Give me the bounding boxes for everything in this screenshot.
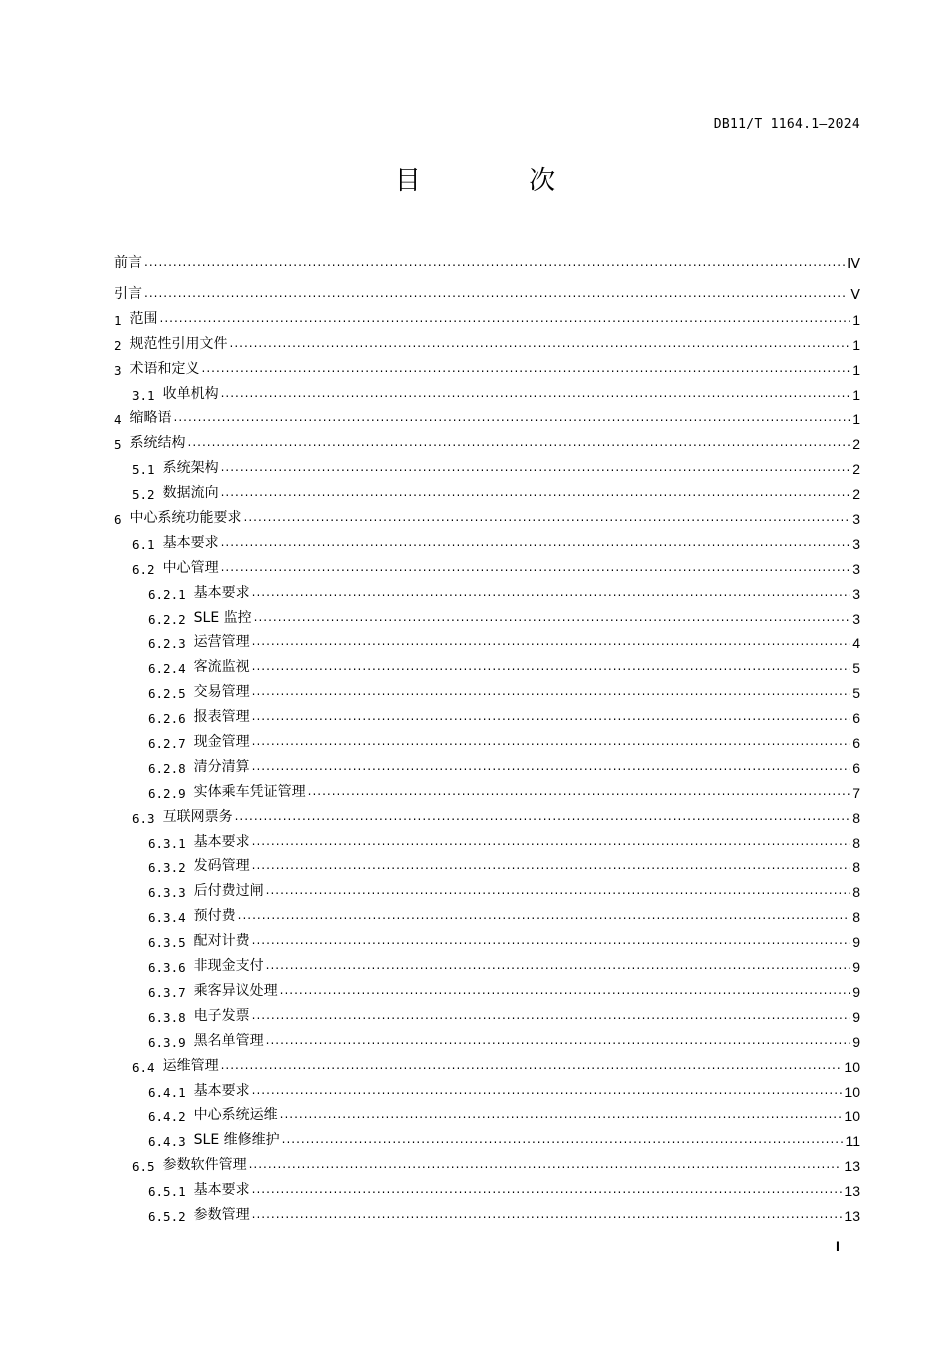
toc-entry-number: 6.3.8: [148, 1009, 186, 1025]
toc-entry-number: 6.2.4: [148, 661, 186, 677]
dot-leader: [230, 337, 850, 349]
toc-entry-label: 配对计费: [193, 933, 250, 950]
toc-entry-label: 后付费过闸: [193, 883, 264, 900]
toc-entry-number: 6.5.1: [148, 1184, 186, 1200]
toc-entry-label: 交易管理: [193, 684, 250, 701]
toc-entry-page: Ⅴ: [850, 286, 860, 302]
toc-entry-number: 1: [114, 312, 122, 328]
toc-entry-page: 9: [852, 959, 860, 976]
toc-entry-page: 6: [852, 735, 860, 752]
toc-entry-label: 收单机构: [162, 385, 219, 402]
toc-entry-label: SLE 维修维护: [193, 1132, 280, 1149]
toc-entry-number: 6.2.9: [148, 785, 186, 801]
toc-entry[interactable]: [114, 241, 860, 272]
toc-entry-number: 5: [114, 437, 122, 453]
toc-entry[interactable]: [114, 726, 860, 751]
dot-leader: [254, 611, 850, 623]
dot-leader: [144, 256, 845, 268]
toc-entry-label: 规范性引用文件: [129, 335, 228, 352]
toc-entry-label: 基本要求: [193, 833, 250, 850]
dot-leader: [249, 1158, 843, 1170]
toc-entry[interactable]: [114, 1149, 860, 1174]
toc-entry-page: 3: [852, 560, 860, 577]
toc-entry-number: 5.2: [132, 487, 155, 503]
dot-leader: [221, 536, 850, 548]
toc-entry[interactable]: [114, 1100, 860, 1125]
toc-entry-label: 参数管理: [193, 1206, 250, 1223]
toc-entry-number: 6.2: [132, 561, 155, 577]
dot-leader: [235, 810, 850, 822]
dot-leader: [282, 1133, 844, 1145]
toc-entry-page: 13: [844, 1183, 860, 1200]
toc-entry-label: 范围: [129, 310, 158, 327]
dot-leader: [174, 411, 850, 423]
toc-entry-page: 8: [852, 834, 860, 851]
toc-entry[interactable]: [114, 627, 860, 652]
toc-entry-page: 2: [852, 436, 860, 453]
toc-entry[interactable]: [114, 427, 860, 452]
toc-entry-label: 基本要求: [193, 584, 250, 601]
dot-leader: [144, 287, 848, 299]
toc-entry-number: 5.1: [132, 462, 155, 478]
toc-entry-number: 6.4: [132, 1059, 155, 1075]
toc-entry-label: 实体乘车凭证管理: [193, 783, 306, 800]
toc-entry-number: 6.3.6: [148, 960, 186, 976]
toc-entry-page: 3: [852, 535, 860, 552]
toc-entry[interactable]: [114, 353, 860, 378]
toc-entry-page: 6: [852, 759, 860, 776]
toc-entry-page: 10: [844, 1083, 860, 1100]
toc-entry-page: 9: [852, 983, 860, 1000]
toc-entry[interactable]: [114, 701, 860, 726]
document-code: DB11/T 1164.1—2024: [713, 117, 860, 132]
dot-leader: [160, 312, 850, 324]
toc-entry-label: 运营管理: [193, 634, 250, 651]
toc-entry[interactable]: [114, 975, 860, 1000]
toc-entry-page: 9: [852, 1008, 860, 1025]
toc-entry-page: Ⅳ: [847, 255, 860, 271]
dot-leader: [252, 635, 850, 647]
toc-entry[interactable]: [114, 477, 860, 502]
toc-entry[interactable]: [114, 826, 860, 851]
toc-entry-number: 6.2.1: [148, 586, 186, 602]
toc-entry-number: 6.2.5: [148, 686, 186, 702]
toc-entry[interactable]: [114, 552, 860, 577]
toc-entry[interactable]: [114, 950, 860, 975]
toc-entry-number: 6.2.3: [148, 636, 186, 652]
toc-entry-number: 6.2.8: [148, 760, 186, 776]
toc-entry-page: 13: [844, 1158, 860, 1175]
toc-entry[interactable]: [114, 527, 860, 552]
dot-leader: [280, 984, 850, 996]
toc-entry-number: 6.3.7: [148, 984, 186, 1000]
dot-leader: [252, 760, 850, 772]
toc-entry-number: 6.4.2: [148, 1109, 186, 1125]
toc-entry[interactable]: [114, 851, 860, 876]
toc-entry-page: 9: [852, 934, 860, 951]
toc-entry[interactable]: [114, 328, 860, 353]
dot-leader: [221, 387, 850, 399]
dot-leader: [252, 710, 850, 722]
dot-leader: [221, 461, 850, 473]
dot-leader: [266, 1034, 850, 1046]
toc-entry-label: 术语和定义: [129, 360, 200, 377]
dot-leader: [266, 959, 850, 971]
dot-leader: [252, 1208, 843, 1220]
toc-entry-label: 基本要求: [193, 1182, 250, 1199]
dot-leader: [252, 1009, 850, 1021]
toc-entry-number: 6: [114, 512, 122, 528]
toc-entry[interactable]: [114, 875, 860, 900]
toc-entry-page: 4: [852, 635, 860, 652]
toc-entry-page: 3: [852, 585, 860, 602]
page-number: I: [836, 1238, 840, 1254]
toc-entry-label: 报表管理: [193, 709, 250, 726]
toc-entry[interactable]: [114, 502, 860, 527]
toc-entry-label: 运维管理: [162, 1057, 219, 1074]
toc-entry[interactable]: [114, 602, 860, 627]
toc-entry-number: 6.5: [132, 1159, 155, 1175]
toc-entry-page: 11: [845, 1133, 860, 1150]
toc-entry-label: 乘客异议处理: [193, 982, 278, 999]
toc-entry-number: 6.3: [132, 810, 155, 826]
toc-entry-label: 客流监视: [193, 659, 250, 676]
toc-entry-page: 8: [852, 859, 860, 876]
toc-entry-page: 2: [852, 486, 860, 503]
toc-entry-number: 6.4.3: [148, 1134, 186, 1150]
toc-entry[interactable]: [114, 1199, 860, 1224]
dot-leader: [252, 934, 850, 946]
toc-entry-label: 电子发票: [193, 1007, 250, 1024]
toc-entry[interactable]: [114, 577, 860, 602]
dot-leader: [252, 586, 850, 598]
toc-entry-number: 6.1: [132, 536, 155, 552]
toc-entry-label: 中心系统功能要求: [129, 510, 242, 527]
toc-entry-label: 发码管理: [193, 858, 250, 875]
toc-entry[interactable]: [114, 1124, 860, 1149]
table-of-contents: [114, 241, 860, 1224]
toc-entry-page: 8: [852, 884, 860, 901]
toc-entry-label: 中心管理: [162, 559, 219, 576]
toc-entry-number: 6.3.2: [148, 860, 186, 876]
toc-entry-label: 数据流向: [162, 485, 219, 502]
toc-entry-number: 6.2.2: [148, 611, 186, 627]
toc-entry-label: 引言: [114, 286, 142, 302]
toc-entry-number: 6.3.4: [148, 910, 186, 926]
toc-entry-page: 8: [852, 909, 860, 926]
toc-entry-number: 6.3.3: [148, 885, 186, 901]
dot-leader: [221, 486, 850, 498]
dot-leader: [252, 1084, 843, 1096]
dot-leader: [238, 909, 850, 921]
toc-entry-page: 1: [852, 336, 860, 353]
dot-leader: [188, 436, 850, 448]
toc-entry-number: 6.3.1: [148, 835, 186, 851]
toc-entry[interactable]: [114, 272, 860, 303]
dot-leader: [221, 561, 850, 573]
toc-entry-page: 10: [844, 1058, 860, 1075]
toc-entry-number: 6.5.2: [148, 1208, 186, 1224]
toc-entry-page: 1: [852, 386, 860, 403]
toc-entry-label: 互联网票务: [162, 808, 233, 825]
dot-leader: [252, 660, 850, 672]
toc-entry-label: 基本要求: [193, 1082, 250, 1099]
toc-entry-label: 现金管理: [193, 734, 250, 751]
toc-entry[interactable]: [114, 1075, 860, 1100]
toc-entry-page: 8: [852, 809, 860, 826]
toc-entry-label: 前言: [114, 255, 142, 271]
toc-entry-label: 清分清算: [193, 758, 250, 775]
toc-entry-label: 黑名单管理: [193, 1032, 264, 1049]
toc-entry[interactable]: [114, 378, 860, 403]
toc-entry[interactable]: [114, 1050, 860, 1075]
dot-leader: [221, 1059, 843, 1071]
toc-entry-number: 6.3.9: [148, 1034, 186, 1050]
toc-entry-page: 5: [852, 660, 860, 677]
toc-entry-page: 1: [852, 311, 860, 328]
toc-entry-page: 5: [852, 685, 860, 702]
toc-entry-label: 参数软件管理: [162, 1157, 247, 1174]
dot-leader: [252, 859, 850, 871]
toc-entry[interactable]: [114, 900, 860, 925]
dot-leader: [252, 835, 850, 847]
toc-entry[interactable]: [114, 651, 860, 676]
toc-entry[interactable]: [114, 452, 860, 477]
toc-entry-number: 4: [114, 412, 122, 428]
dot-leader: [252, 685, 850, 697]
toc-entry-label: 缩略语: [129, 410, 172, 427]
dot-leader: [266, 884, 850, 896]
toc-entry-label: 基本要求: [162, 534, 219, 551]
toc-entry-number: 6.2.6: [148, 711, 186, 727]
dot-leader: [202, 362, 850, 374]
dot-leader: [252, 735, 850, 747]
toc-entry-page: 1: [852, 411, 860, 428]
toc-entry[interactable]: [114, 1000, 860, 1025]
toc-entry-number: 3.1: [132, 387, 155, 403]
dot-leader: [280, 1108, 843, 1120]
toc-entry[interactable]: [114, 1174, 860, 1199]
dot-leader: [244, 511, 850, 523]
dot-leader: [252, 1183, 843, 1195]
toc-entry-number: 2: [114, 337, 122, 353]
dot-leader: [308, 785, 850, 797]
toc-entry-page: 6: [852, 710, 860, 727]
toc-entry-page: 1: [852, 361, 860, 378]
toc-entry-page: 10: [844, 1108, 860, 1125]
toc-entry-number: 6.4.1: [148, 1084, 186, 1100]
toc-entry[interactable]: [114, 1025, 860, 1050]
toc-entry[interactable]: [114, 676, 860, 701]
toc-entry[interactable]: [114, 776, 860, 801]
toc-entry-number: 6.3.5: [148, 935, 186, 951]
toc-entry-page: 7: [852, 784, 860, 801]
toc-entry-page: 3: [852, 511, 860, 528]
toc-entry-label: 非现金支付: [193, 958, 264, 975]
toc-entry-label: SLE 监控: [193, 609, 252, 626]
toc-entry-label: 系统架构: [162, 460, 219, 477]
toc-entry-page: 2: [852, 461, 860, 478]
toc-entry-page: 3: [852, 610, 860, 627]
page-title: 目 次: [394, 166, 606, 196]
toc-entry-number: 6.2.7: [148, 736, 186, 752]
toc-entry-page: 9: [852, 1033, 860, 1050]
toc-entry[interactable]: [114, 403, 860, 428]
toc-entry-label: 系统结构: [129, 435, 186, 452]
toc-entry-label: 预付费: [193, 908, 236, 925]
toc-entry-page: 13: [844, 1207, 860, 1224]
toc-entry-label: 中心系统运维: [193, 1107, 278, 1124]
toc-entry[interactable]: [114, 925, 860, 950]
toc-entry[interactable]: [114, 751, 860, 776]
toc-entry-number: 3: [114, 362, 122, 378]
toc-entry[interactable]: [114, 801, 860, 826]
toc-entry[interactable]: [114, 303, 860, 328]
